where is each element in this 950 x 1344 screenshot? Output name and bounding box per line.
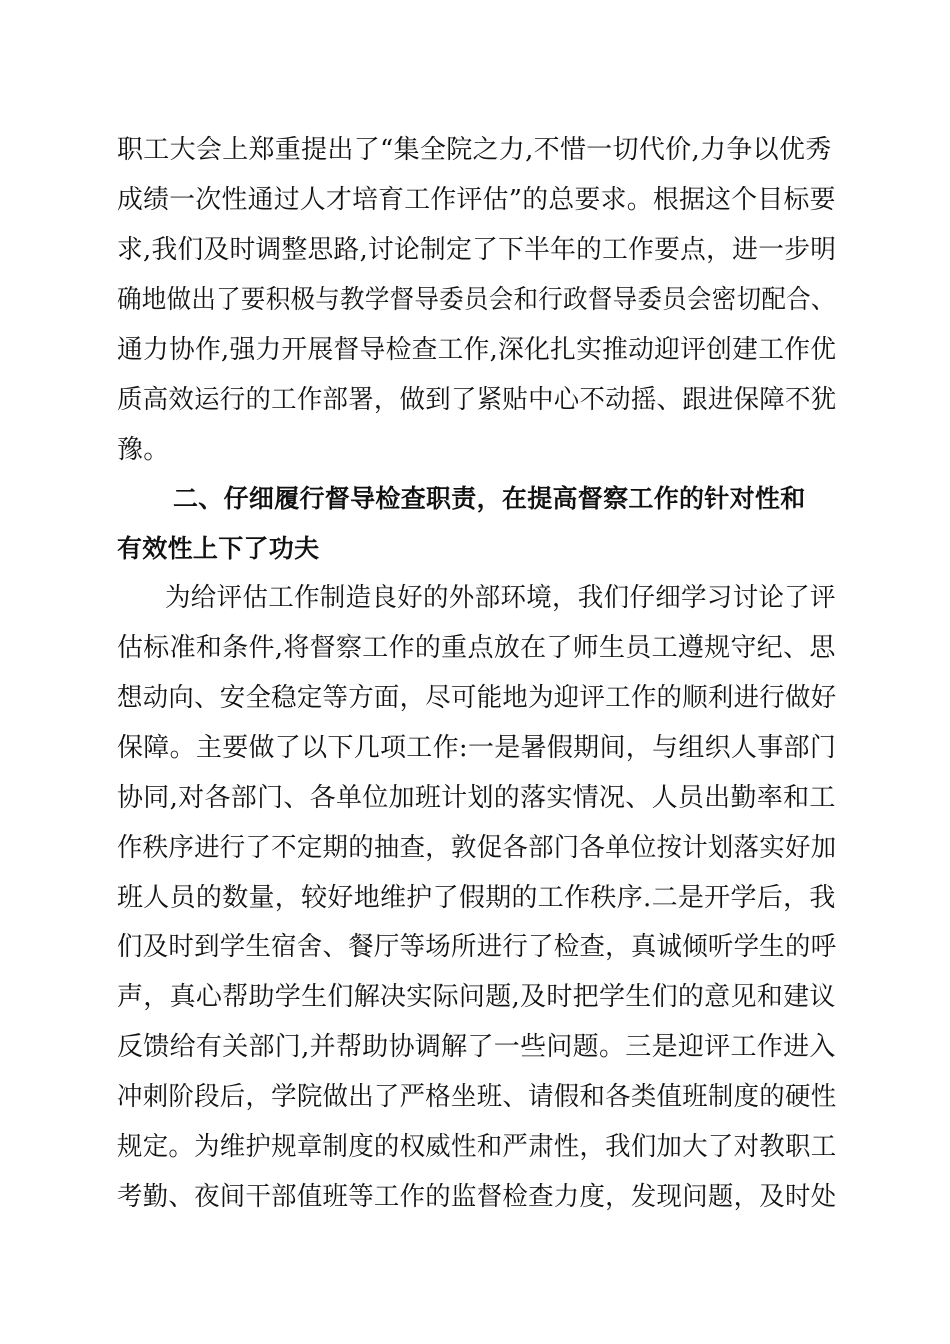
section-heading-continued: 有效性上下了功夫: [117, 534, 320, 563]
body-text-line: 质高效运行的工作部署，做到了紧贴中心不动摇、跟进保障不犹: [117, 385, 837, 415]
body-text-line: 保障。主要做了以下几项工作:一是暑假期间，与组织人事部门: [117, 733, 837, 763]
body-text-line: 声，真心帮助学生们解决实际问题,及时把学生们的意见和建议: [117, 982, 836, 1012]
section-heading: 二、仔细履行督导检查职责，在提高督察工作的针对性和: [173, 484, 806, 513]
body-text-line: 反馈给有关部门,并帮助协调解了一些问题。三是迎评工作进入: [117, 1032, 836, 1062]
body-text-line: 确地做出了要积极与教学督导委员会和行政督导委员会密切配合、: [117, 285, 836, 315]
body-text-line: 求,我们及时调整思路,讨论制定了下半年的工作要点，进一步明: [117, 235, 837, 265]
paragraph-first-line: 为给评估工作制造良好的外部环境，我们仔细学习讨论了评: [165, 583, 836, 613]
body-text-line: 们及时到学生宿舍、餐厅等场所进行了检查，真诚倾听学生的呼: [117, 932, 837, 962]
body-text-line: 成绩一次性通过人才培育工作评估”的总要求。根据这个目标要: [117, 185, 836, 215]
body-text-line: 想动向、安全稳定等方面，尽可能地为迎评工作的顺利进行做好: [117, 683, 837, 713]
body-text-line: 通力协作,强力开展督导检查工作,深化扎实推动迎评创建工作优: [117, 335, 837, 365]
body-text-line: 规定。为维护规章制度的权威性和严肃性，我们加大了对教职工: [117, 1132, 837, 1162]
body-text-line: 职工大会上郑重提出了“集全院之力,不惜一切代价,力争以优秀: [117, 135, 832, 165]
body-text-line: 班人员的数量，较好地维护了假期的工作秩序.二是开学后，我: [117, 883, 836, 913]
body-text-line: 作秩序进行了不定期的抽查，敦促各部门各单位按计划落实好加: [117, 833, 837, 863]
body-text-line: 估标准和条件,将督察工作的重点放在了师生员工遵规守纪、思: [117, 633, 836, 663]
body-text-line: 豫。: [117, 435, 170, 465]
body-text-line: 考勤、夜间干部值班等工作的监督检查力度，发现问题，及时处: [117, 1182, 837, 1212]
body-text-line: 协同,对各部门、各单位加班计划的落实情况、人员出勤率和工: [117, 783, 836, 813]
body-text-line: 冲刺阶段后，学院做出了严格坐班、请假和各类值班制度的硬性: [117, 1082, 837, 1112]
